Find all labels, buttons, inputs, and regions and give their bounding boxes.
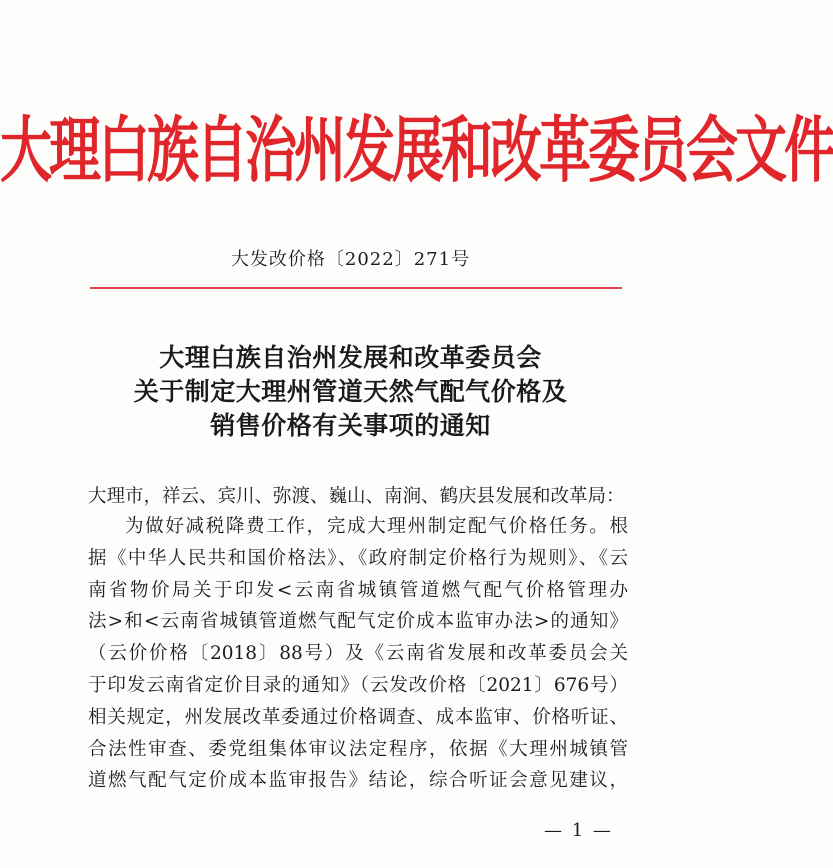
red-divider-line bbox=[90, 287, 622, 289]
body-line: 南省物价局关于印发<云南省城镇管道燃气配气价格管理办 bbox=[88, 579, 628, 601]
title-line-2: 关于制定大理州管道天然气配气价格及 bbox=[133, 377, 568, 406]
body-text bbox=[88, 511, 628, 797]
masthead-title: 大理白族自治州发展和改革委员会文件 bbox=[0, 108, 833, 193]
body-line: 合法性审查、委党组集体审议法定程序，依据《大理州城镇管 bbox=[88, 738, 628, 760]
body-line: 为做好减税降费工作，完成大理州制定配气价格任务。根 bbox=[125, 516, 628, 537]
title-line-3: 销售价格有关事项的通知 bbox=[210, 411, 491, 440]
addressee-line: 大理市，祥云、宾川、弥渡、巍山、南涧、鹤庆县发展和改革局： bbox=[88, 486, 625, 507]
body-line: （云价价格〔2018〕88号）及《云南省发展和改革委员会关 bbox=[88, 643, 628, 665]
body-line: 于印发云南省定价目录的通知》（云发改价格〔2021〕676号） bbox=[88, 674, 628, 696]
body-line: 相关规定，州发展改革委通过价格调查、成本监审、价格听证、 bbox=[88, 706, 628, 728]
body-line: 道燃气配气定价成本监审报告》结论，综合听证会意见建议， bbox=[88, 770, 628, 792]
document-number: 大发改价格〔2022〕271号 bbox=[230, 249, 471, 270]
page-number: — 1 — bbox=[544, 820, 613, 841]
notice-title bbox=[0, 341, 701, 443]
title-line-1: 大理白族自治州发展和改革委员会 bbox=[159, 343, 542, 372]
body-line: 据《中华人民共和国价格法》、《政府制定价格行为规则》、《云 bbox=[88, 547, 628, 569]
body-line: 法>和<云南省城镇管道燃气配气定价成本监审办法>的通知》 bbox=[88, 611, 628, 633]
